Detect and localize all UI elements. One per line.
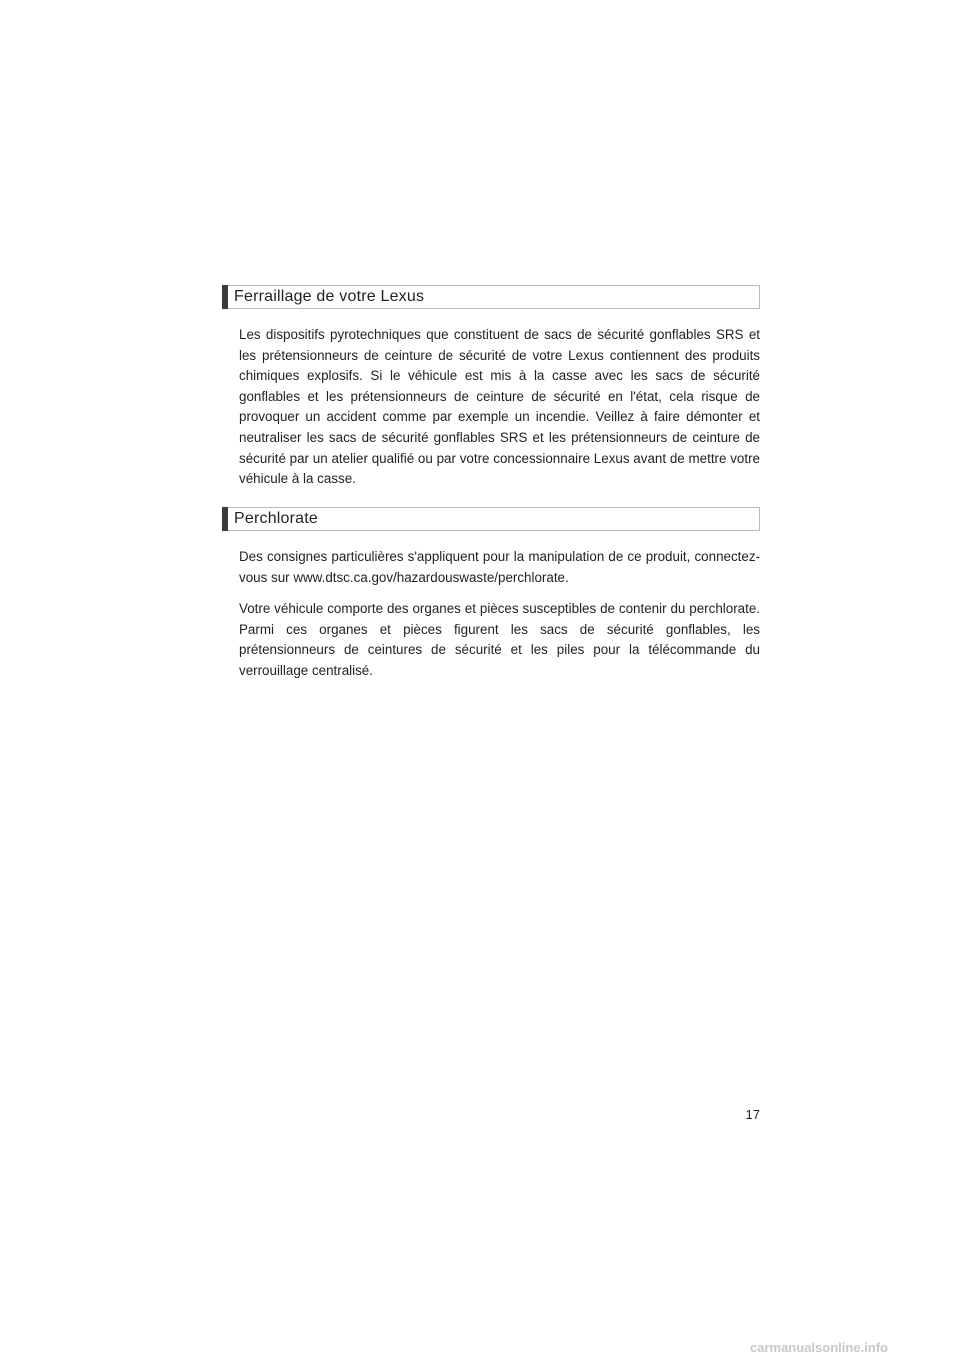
page-number: 17 [745,1107,760,1122]
section-heading: Ferraillage de votre Lexus [234,288,425,305]
section-scrapping [222,285,760,490]
watermark: carmanualsonline.info [750,1340,888,1355]
section-perchlorate [222,507,760,682]
section-paragraph: Des consignes particulières s'appliquent pour la manipulation de ce produit, connectez-vous sur www.dtsc.ca.gov/hazardouswaste/perchlorate. [239,549,760,585]
section-paragraph: Votre véhicule comporte des organes et pièces susceptibles de contenir du perchlorate. Parmi ces organes et pièces figurent les sacs de sécurité gonflables, les prétensionneurs de ceintures de sécurité et les piles pour la télécommande du verrouillage centralisé. [239,601,760,678]
section-heading-bar [222,507,760,531]
section-heading-bar [222,285,760,309]
section-paragraph: Les dispositifs pyrotechniques que constituent de sacs de sécurité gonflables SRS et les prétensionneurs de ceinture de sécurité de votre Lexus contiennent des produits chimiques explosifs. Si le véhicule est mis à la casse avec les sacs de sécurité gonflables et les prétensionneurs de ceinture de sécurité en l'état, cela risque de provoquer un accident comme par exemple un incendie. Veillez à faire démonter et neutraliser les sacs de sécurité gonflables SRS et les prétensionneurs de ceinture de sécurité par un atelier qualifié ou par votre concessionnaire Lexus avant de mettre votre véhicule à la casse. [239,327,760,487]
section-heading: Perchlorate [234,510,319,527]
